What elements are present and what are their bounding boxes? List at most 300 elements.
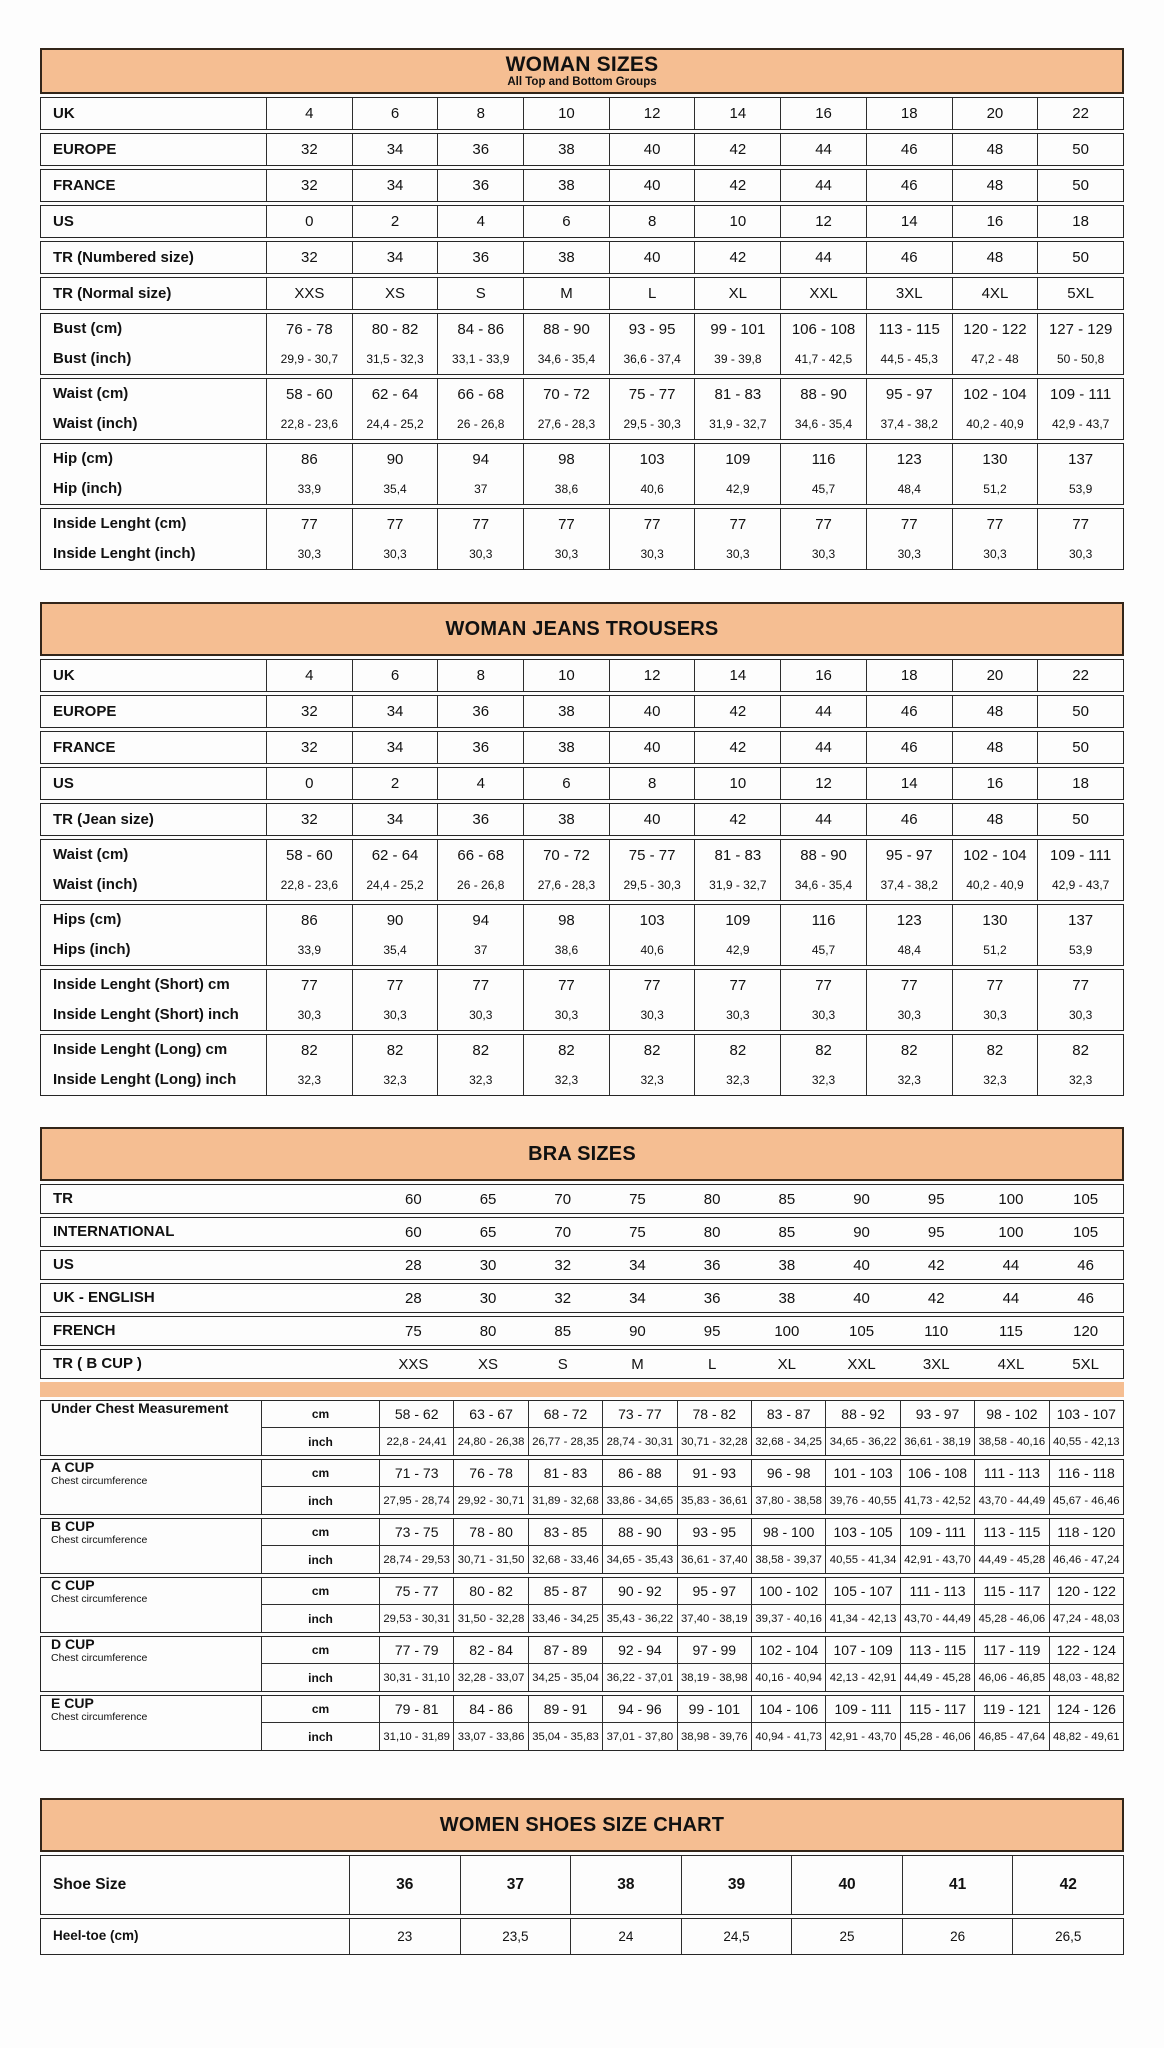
value-cell: 116 (780, 444, 866, 474)
value-cell: 32 (266, 134, 352, 165)
value-cell: 36 (703, 1256, 721, 1274)
value-cell: 32,68 - 33,46 (528, 1546, 602, 1573)
row-label: Waist (inch) (53, 415, 138, 433)
value-cell: 40 (609, 696, 695, 727)
value-cell: 35,4 (352, 935, 438, 965)
unit-cell: cm (261, 1578, 379, 1605)
value-cell: 116 - 118 (1049, 1460, 1123, 1487)
value-cell: 90 (853, 1190, 870, 1208)
cup-row-label (41, 1460, 261, 1514)
value-cell: 24,5 (681, 1919, 792, 1954)
value-cell: 34,65 - 36,22 (825, 1428, 899, 1455)
value-cell: 42 (694, 696, 780, 727)
value-cell: 86 (266, 905, 352, 935)
value-cell: 22,8 - 24,41 (379, 1428, 453, 1455)
value-cell: XXL (847, 1355, 876, 1373)
value-cell: 120 - 122 (952, 314, 1038, 344)
value-cell: 77 (437, 970, 523, 1000)
value-cell: 30,3 (866, 1000, 952, 1030)
value-cell: 77 (352, 970, 438, 1000)
value-cell: 81 - 83 (694, 840, 780, 870)
row-label: Waist (cm) (53, 385, 129, 403)
row-label: Hips (cm) (53, 911, 122, 929)
value-cell: 26 - 26,8 (437, 409, 523, 439)
value-cell: 95 - 97 (866, 379, 952, 409)
row-label: Hip (inch) (53, 480, 123, 498)
value-cell: 46 (1077, 1256, 1094, 1274)
value-cell: 105 (1073, 1190, 1099, 1208)
value-cell: 36,6 - 37,4 (609, 344, 695, 374)
value-cell: 94 (437, 444, 523, 474)
value-cell: 48,82 - 49,61 (1049, 1723, 1123, 1750)
value-cell: 34,65 - 35,43 (602, 1546, 676, 1573)
value-cell: 44,49 - 45,28 (900, 1664, 974, 1691)
unit-cell: cm (261, 1696, 379, 1723)
value-cell: 39 (681, 1856, 792, 1914)
value-cell: 104 - 106 (751, 1696, 825, 1723)
value-cell: 77 (694, 509, 780, 539)
value-cell: 62 - 64 (352, 840, 438, 870)
value-cell: 77 (952, 970, 1038, 1000)
value-cell: 34,6 - 35,4 (780, 409, 866, 439)
value-cell: 109 - 111 (900, 1519, 974, 1546)
value-cell: 101 - 103 (825, 1460, 899, 1487)
value-cell: 31,5 - 32,3 (352, 344, 438, 374)
value-cell: 70 - 72 (523, 379, 609, 409)
value-cell: 26,77 - 28,35 (528, 1428, 602, 1455)
value-cell: 37,4 - 38,2 (866, 870, 952, 900)
value-cell: 37,4 - 38,2 (866, 409, 952, 439)
unit-cell: inch (261, 1428, 379, 1455)
value-cell: 113 - 115 (900, 1637, 974, 1664)
value-cell: 82 (694, 1035, 780, 1065)
value-cell: 34 (352, 804, 438, 835)
cup-sublabel: Chest circumference (51, 1652, 148, 1664)
value-cell: L (707, 1355, 717, 1373)
value-cell: 32 (554, 1289, 572, 1307)
row-label: Inside Lenght (Long) cm (53, 1041, 228, 1059)
women-shoes-table (40, 1798, 1124, 1955)
value-cell: 48 (952, 170, 1038, 201)
value-cell: 32,3 (609, 1065, 695, 1095)
value-cell: 10 (694, 206, 780, 237)
value-cell: 77 - 79 (379, 1637, 453, 1664)
value-cell: 48 (952, 242, 1038, 273)
table-row (40, 241, 1124, 274)
value-cell: 102 - 104 (952, 840, 1038, 870)
value-cell: 109 - 111 (1037, 840, 1123, 870)
value-cell: 40,16 - 40,94 (751, 1664, 825, 1691)
cup-row-group (40, 1400, 1124, 1456)
value-cell: 24,4 - 25,2 (352, 870, 438, 900)
value-cell: 2 (352, 768, 438, 799)
value-cell: 45,28 - 46,06 (974, 1605, 1048, 1632)
value-cell: 82 (866, 1035, 952, 1065)
value-cell: 42 (927, 1289, 945, 1307)
value-cell: 42,9 (694, 935, 780, 965)
table-row (40, 1184, 1124, 1214)
value-cell: 42 (694, 804, 780, 835)
value-cell: 34 (352, 242, 438, 273)
cup-sublabel: Chest circumference (51, 1593, 148, 1605)
value-cell: 36 (437, 134, 523, 165)
value-cell: 32 (266, 696, 352, 727)
row-label: UK (53, 666, 75, 684)
row-label: TR (53, 1190, 73, 1208)
value-cell: 85 (778, 1190, 796, 1208)
value-cell: 36 (703, 1289, 721, 1307)
value-cell: 58 - 60 (266, 379, 352, 409)
value-cell: 22,8 - 23,6 (266, 870, 352, 900)
value-cell: 77 (352, 509, 438, 539)
value-cell: 10 (694, 768, 780, 799)
value-cell: 30 (479, 1256, 497, 1274)
value-cell: 66 - 68 (437, 840, 523, 870)
value-cell: 100 (774, 1322, 800, 1340)
value-cell: 37,80 - 38,58 (751, 1487, 825, 1514)
value-cell: 100 (998, 1223, 1024, 1241)
cup-row-label (41, 1519, 261, 1573)
value-cell: 88 - 90 (602, 1519, 676, 1546)
value-cell: 90 (853, 1223, 870, 1241)
value-cell: 4 (437, 768, 523, 799)
value-cell: 32,3 (352, 1065, 438, 1095)
value-cell: 4 (266, 660, 352, 691)
value-cell: XS (478, 1355, 499, 1373)
value-cell: 38 (523, 242, 609, 273)
value-cell: 77 (266, 509, 352, 539)
value-cell: 33,07 - 33,86 (453, 1723, 527, 1750)
value-cell: 31,89 - 32,68 (528, 1487, 602, 1514)
value-cell: 83 - 85 (528, 1519, 602, 1546)
value-cell: 5XL (1037, 278, 1123, 309)
value-cell: 14 (694, 660, 780, 691)
value-cell: 62 - 64 (352, 379, 438, 409)
value-cell: 37 (460, 1856, 571, 1914)
value-cell: 41,73 - 42,52 (900, 1487, 974, 1514)
cup-sublabel: Chest circumference (51, 1475, 148, 1487)
cup-row-label (41, 1637, 261, 1691)
value-cell: 44 (1002, 1289, 1020, 1307)
table-row (40, 659, 1124, 692)
table-row-group (40, 1034, 1124, 1096)
value-cell: 30,3 (352, 539, 438, 569)
value-cell: 33,9 (266, 474, 352, 504)
table-body (40, 1184, 1124, 1379)
value-cell: 41,7 - 42,5 (780, 344, 866, 374)
value-cell: 123 (866, 444, 952, 474)
value-cell: 36 (437, 170, 523, 201)
value-cell: 90 - 92 (602, 1578, 676, 1605)
value-cell: 30,3 (523, 1000, 609, 1030)
value-cell: 46 (866, 170, 952, 201)
value-cell: 32,3 (694, 1065, 780, 1095)
value-cell: 10 (523, 98, 609, 129)
value-cell: 76 - 78 (453, 1460, 527, 1487)
value-cell: 20 (952, 98, 1038, 129)
value-cell: 77 (523, 970, 609, 1000)
value-cell: M (631, 1355, 644, 1373)
value-cell: 86 - 88 (602, 1460, 676, 1487)
table-title: WOMAN JEANS TROUSERS (445, 618, 719, 640)
value-cell: 111 - 113 (900, 1578, 974, 1605)
value-cell: 14 (866, 768, 952, 799)
value-cell: 42 (694, 242, 780, 273)
value-cell: 30,3 (694, 1000, 780, 1030)
row-label: Waist (cm) (53, 846, 129, 864)
value-cell: 24,80 - 26,38 (453, 1428, 527, 1455)
value-cell: 2 (352, 206, 438, 237)
value-cell: 37,01 - 37,80 (602, 1723, 676, 1750)
value-cell: 38 (523, 134, 609, 165)
value-cell: 46 (1077, 1289, 1094, 1307)
table-row (40, 277, 1124, 310)
value-cell: 36 (437, 804, 523, 835)
value-cell: 82 - 84 (453, 1637, 527, 1664)
value-cell: 32,28 - 33,07 (453, 1664, 527, 1691)
value-cell: 84 - 86 (437, 314, 523, 344)
value-cell: 8 (437, 660, 523, 691)
value-cell: 82 (1037, 1035, 1123, 1065)
value-cell: 45,7 (780, 935, 866, 965)
value-cell: 8 (437, 98, 523, 129)
value-cell: 42,91 - 43,70 (825, 1723, 899, 1750)
value-cell: 32,3 (266, 1065, 352, 1095)
bra-sizes-table (40, 1127, 1124, 1751)
value-cell: 37 (437, 474, 523, 504)
value-cell: 38 (778, 1256, 796, 1274)
value-cell: 46 (866, 696, 952, 727)
value-cell: 44 (780, 242, 866, 273)
cup-row-group (40, 1459, 1124, 1515)
row-label: US (53, 774, 74, 792)
value-cell: 4XL (997, 1355, 1025, 1373)
value-cell: 83 - 87 (751, 1401, 825, 1428)
value-cell: 12 (609, 98, 695, 129)
table-title: WOMEN SHOES SIZE CHART (439, 1814, 725, 1836)
value-cell: 33,1 - 33,9 (437, 344, 523, 374)
value-cell: 12 (780, 206, 866, 237)
value-cell: 73 - 75 (379, 1519, 453, 1546)
value-cell: 34,6 - 35,4 (780, 870, 866, 900)
value-cell: 34 (629, 1256, 646, 1274)
value-cell: 76 - 78 (266, 314, 352, 344)
value-cell: 40 (609, 732, 695, 763)
value-cell: 51,2 (952, 474, 1038, 504)
value-cell: 109 - 111 (1037, 379, 1123, 409)
value-cell: 77 (780, 509, 866, 539)
value-cell: 38,58 - 40,16 (974, 1428, 1048, 1455)
value-cell: 44 (780, 696, 866, 727)
value-cell: 70 (554, 1190, 572, 1208)
value-cell: 50 (1037, 804, 1123, 835)
value-cell: 86 (266, 444, 352, 474)
value-cell: 30,3 (523, 539, 609, 569)
table-row (40, 1250, 1124, 1280)
row-label: TR ( B CUP ) (53, 1355, 142, 1373)
table-subtitle: All Top and Bottom Groups (507, 75, 657, 88)
value-cell: 32,3 (952, 1065, 1038, 1095)
value-cell: 85 - 87 (528, 1578, 602, 1605)
value-cell: 44 (1002, 1256, 1020, 1274)
row-label: Inside Lenght (Short) inch (53, 1006, 239, 1024)
value-cell: 18 (866, 660, 952, 691)
value-cell: 30,3 (952, 1000, 1038, 1030)
women-shoes-header (40, 1798, 1124, 1852)
value-cell: 46 (866, 242, 952, 273)
value-cell: 79 - 81 (379, 1696, 453, 1723)
woman-jeans-table (40, 602, 1124, 1096)
value-cell: 30,3 (609, 539, 695, 569)
value-cell: 95 (927, 1190, 945, 1208)
value-cell: 16 (952, 206, 1038, 237)
value-cell: 44 (780, 732, 866, 763)
value-cell: 40,6 (609, 935, 695, 965)
value-cell: 42,9 - 43,7 (1037, 409, 1123, 439)
value-cell: 30,71 - 31,50 (453, 1546, 527, 1573)
value-cell: 120 (1073, 1322, 1099, 1340)
value-cell: 28,74 - 30,31 (602, 1428, 676, 1455)
value-cell: 34,25 - 35,04 (528, 1664, 602, 1691)
value-cell: 42,9 (694, 474, 780, 504)
value-cell: 40,55 - 42,13 (1049, 1428, 1123, 1455)
value-cell: M (523, 278, 609, 309)
table-row (40, 695, 1124, 728)
value-cell: 66 - 68 (437, 379, 523, 409)
value-cell: 103 (609, 905, 695, 935)
value-cell: XL (694, 278, 780, 309)
value-cell: 34 (352, 134, 438, 165)
unit-cell: cm (261, 1519, 379, 1546)
value-cell: 37,40 - 38,19 (677, 1605, 751, 1632)
value-cell: S (437, 278, 523, 309)
value-cell: 32 (266, 732, 352, 763)
value-cell: 103 - 107 (1049, 1401, 1123, 1428)
row-label: UK (53, 104, 75, 122)
value-cell: 6 (352, 660, 438, 691)
value-cell: 130 (952, 444, 1038, 474)
value-cell: 38 (570, 1856, 681, 1914)
value-cell: 32,3 (437, 1065, 523, 1095)
row-label: TR (Normal size) (53, 284, 172, 302)
row-label: Inside Lenght (Short) cm (53, 976, 230, 994)
value-cell: 100 (998, 1190, 1024, 1208)
value-cell: 75 - 77 (609, 379, 695, 409)
value-cell: 36,61 - 38,19 (900, 1428, 974, 1455)
value-cell: 30,3 (952, 539, 1038, 569)
value-cell: 88 - 90 (780, 379, 866, 409)
value-cell: 46 (866, 732, 952, 763)
value-cell: 10 (523, 660, 609, 691)
value-cell: 109 (694, 444, 780, 474)
value-cell: 48 (952, 804, 1038, 835)
unit-cell: inch (261, 1487, 379, 1514)
value-cell: 70 - 72 (523, 840, 609, 870)
value-cell: 115 - 117 (900, 1696, 974, 1723)
value-cell: 89 - 91 (528, 1696, 602, 1723)
value-cell: 45,28 - 46,06 (900, 1723, 974, 1750)
value-cell: 93 - 97 (900, 1401, 974, 1428)
value-cell: 44 (780, 134, 866, 165)
value-cell: 5XL (1072, 1355, 1099, 1373)
value-cell: 118 - 120 (1049, 1519, 1123, 1546)
value-cell: 30,3 (780, 539, 866, 569)
value-cell: 73 - 77 (602, 1401, 676, 1428)
row-label: TR (Jean size) (53, 810, 154, 828)
value-cell: 36 (437, 696, 523, 727)
cup-label: B CUP (51, 1518, 95, 1534)
value-cell: 34 (352, 732, 438, 763)
table-row (40, 803, 1124, 836)
value-cell: 75 (629, 1223, 646, 1241)
value-cell: S (557, 1355, 568, 1373)
table-body (40, 1855, 1124, 1955)
table-title: WOMAN SIZES (505, 52, 659, 76)
value-cell: 29,53 - 30,31 (379, 1605, 453, 1632)
bra-sizes-header (40, 1127, 1124, 1181)
value-cell: 38 (523, 170, 609, 201)
cup-table-body (40, 1400, 1124, 1751)
value-cell: 81 - 83 (528, 1460, 602, 1487)
value-cell: 38,19 - 38,98 (677, 1664, 751, 1691)
cup-row-group (40, 1577, 1124, 1633)
cup-label: D CUP (51, 1636, 95, 1652)
value-cell: 18 (866, 98, 952, 129)
table-title: BRA SIZES (528, 1143, 636, 1165)
value-cell: 48 (952, 696, 1038, 727)
value-cell: 42 (694, 732, 780, 763)
value-cell: 115 (998, 1322, 1023, 1340)
value-cell: 40 (609, 170, 695, 201)
value-cell: 105 (849, 1322, 875, 1340)
value-cell: 77 (952, 509, 1038, 539)
table-row-group (40, 443, 1124, 505)
value-cell: 119 - 121 (974, 1696, 1048, 1723)
value-cell: 127 - 129 (1037, 314, 1123, 344)
value-cell: 38 (523, 696, 609, 727)
value-cell: 26,5 (1012, 1919, 1123, 1954)
value-cell: 6 (523, 768, 609, 799)
table-row-group (40, 839, 1124, 901)
table-row (40, 169, 1124, 202)
table-row (40, 133, 1124, 166)
value-cell: 14 (694, 98, 780, 129)
unit-cell: cm (261, 1637, 379, 1664)
value-cell: 50 (1037, 170, 1123, 201)
value-cell: 18 (1037, 206, 1123, 237)
value-cell: 77 (609, 509, 695, 539)
value-cell: 50 (1037, 242, 1123, 273)
value-cell: 18 (1037, 768, 1123, 799)
value-cell: 30,3 (1037, 539, 1123, 569)
value-cell: 32,3 (1037, 1065, 1123, 1095)
value-cell: 106 - 108 (780, 314, 866, 344)
unit-cell: cm (261, 1401, 379, 1428)
cup-sublabel: Chest circumference (51, 1534, 148, 1546)
table-row (40, 1217, 1124, 1247)
value-cell: 122 - 124 (1049, 1637, 1123, 1664)
row-label: Heel-toe (cm) (53, 1928, 139, 1944)
value-cell: 75 - 77 (379, 1578, 453, 1605)
row-label: Shoe Size (53, 1875, 127, 1893)
value-cell: 23,5 (460, 1919, 571, 1954)
value-cell: 115 - 117 (974, 1578, 1048, 1605)
value-cell: 30,3 (780, 1000, 866, 1030)
value-cell: 30,3 (866, 539, 952, 569)
value-cell: 22,8 - 23,6 (266, 409, 352, 439)
value-cell: 63 - 67 (453, 1401, 527, 1428)
value-cell: 34 (629, 1289, 646, 1307)
